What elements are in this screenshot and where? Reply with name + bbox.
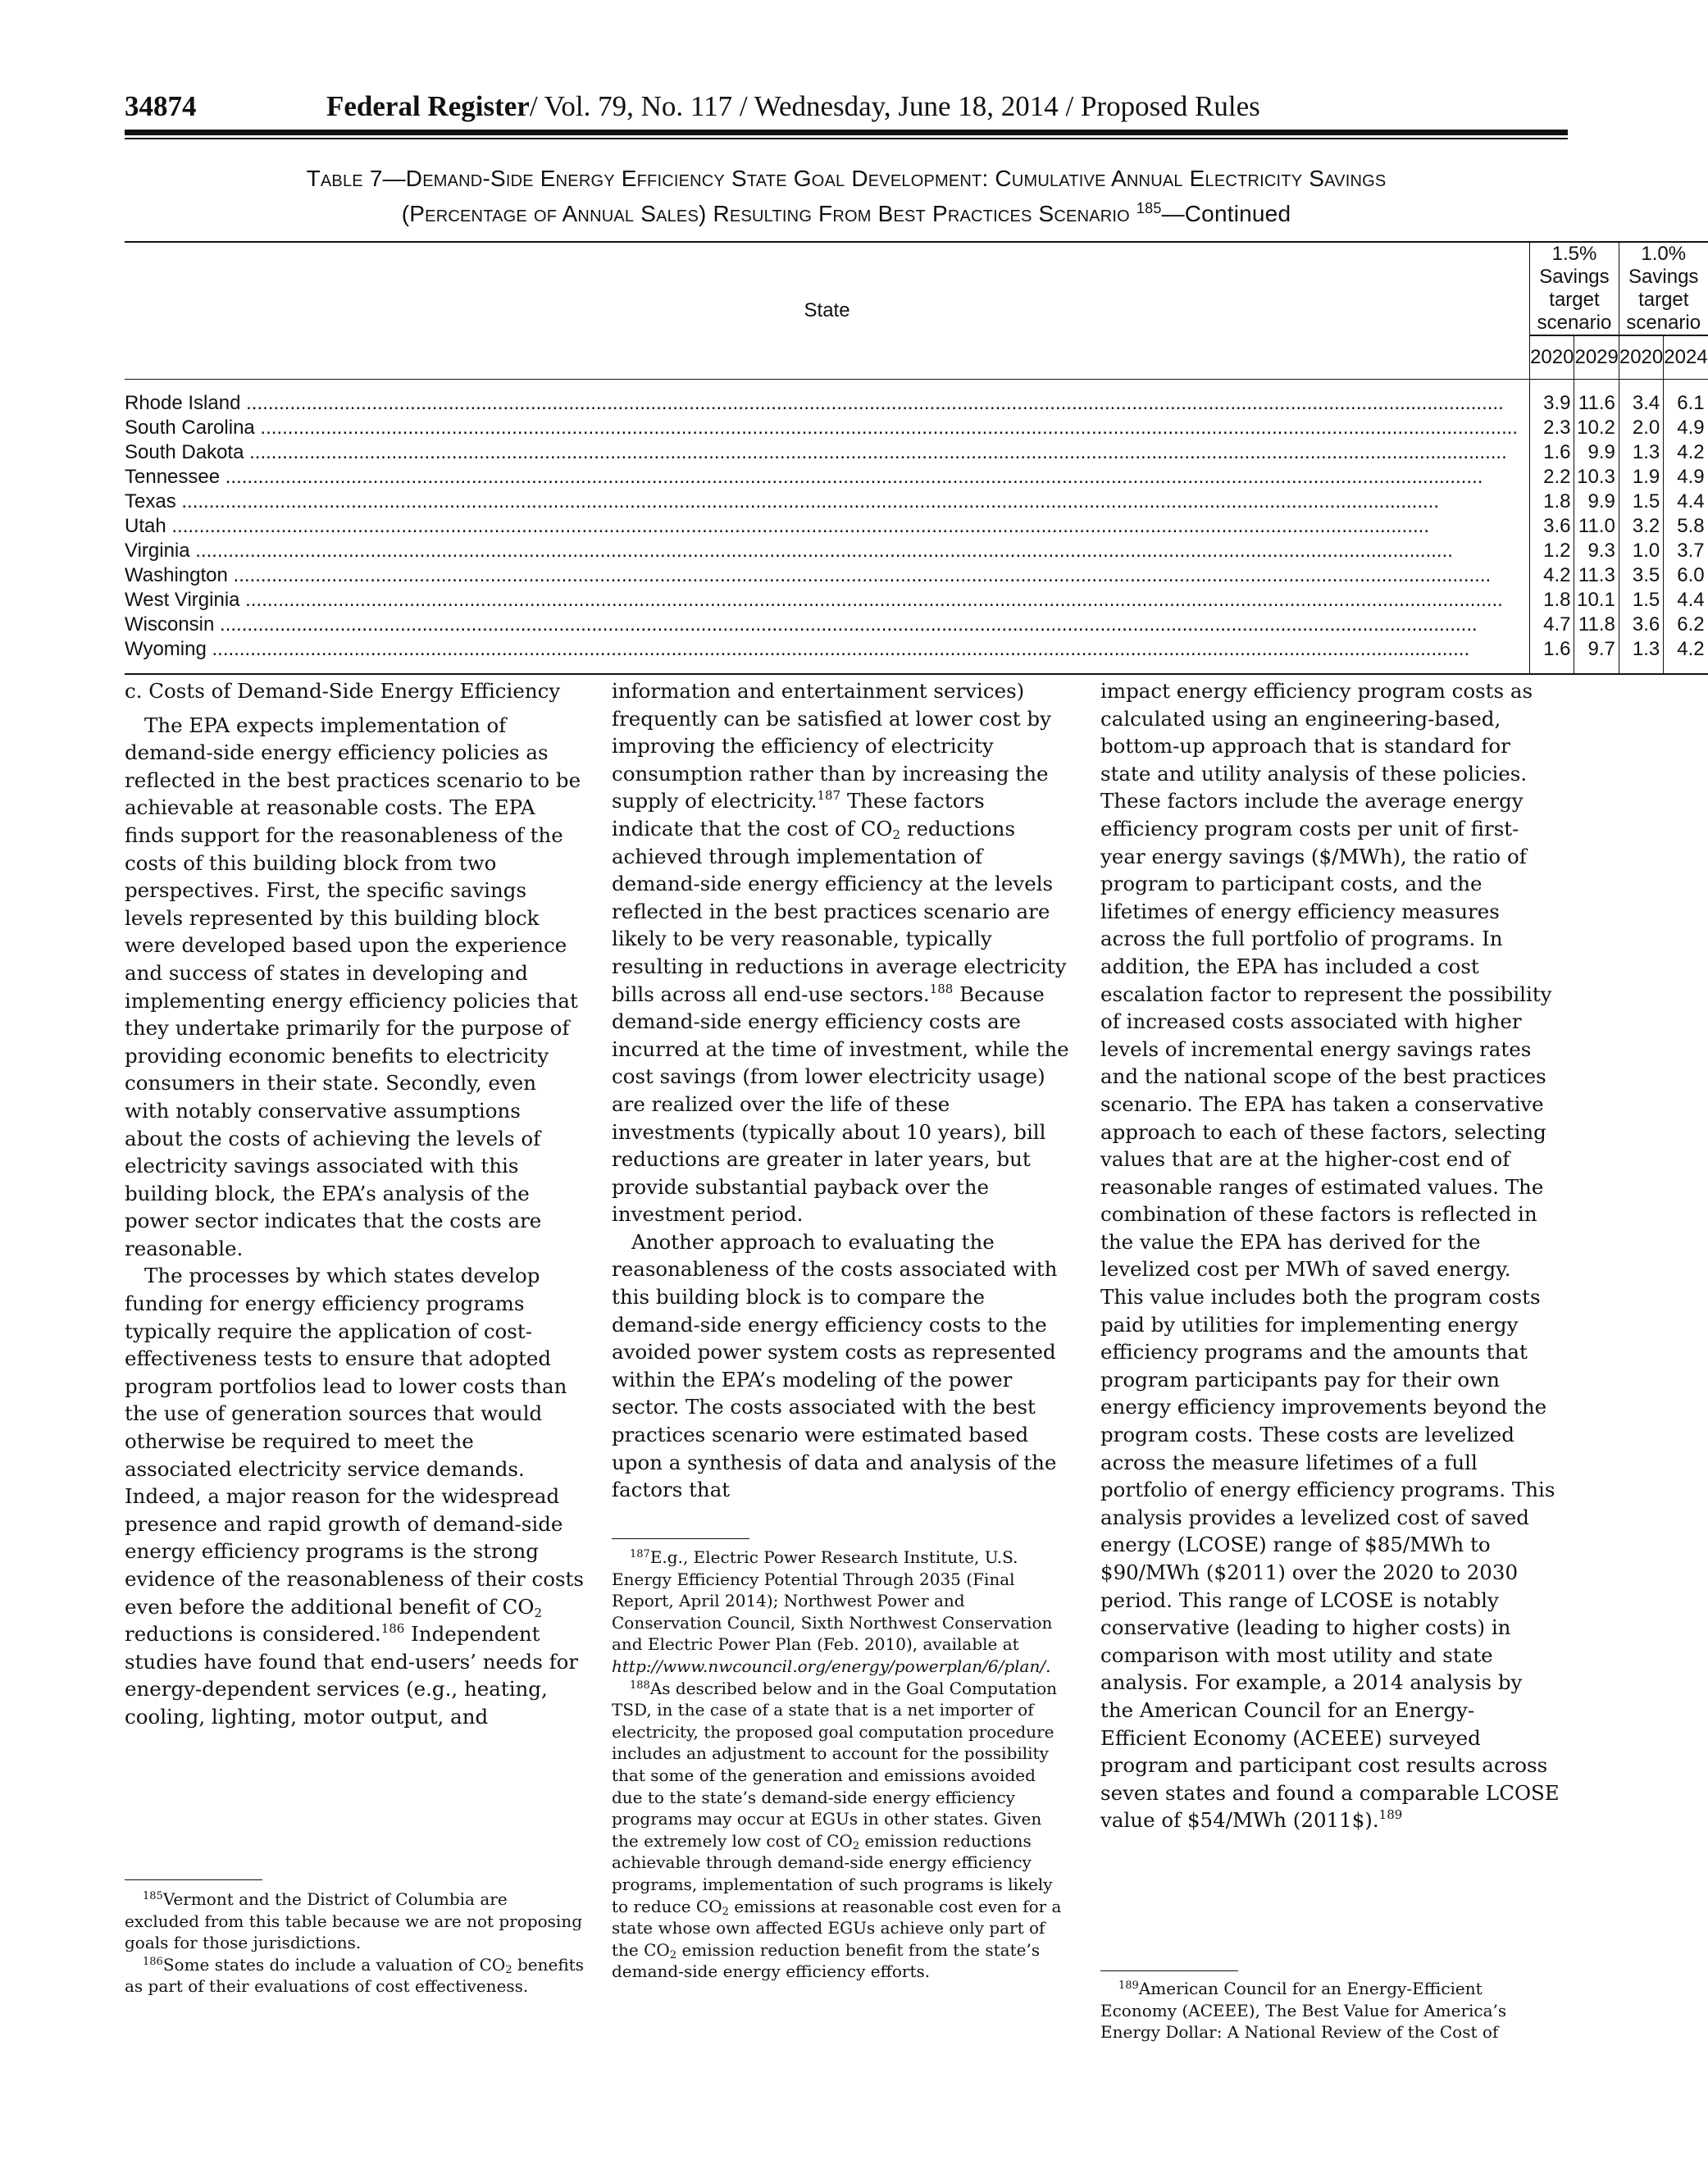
table-cell: 1.3 (1619, 440, 1663, 465)
state-name: Washington ..... (125, 563, 1530, 588)
table-cell: 1.5 (1619, 490, 1663, 514)
table-cell: 1.2 (1530, 539, 1574, 563)
table-cell: 1.6 (1530, 637, 1574, 662)
section-heading: c. Costs of Demand-Side Energy Efficiency (125, 679, 561, 703)
state-name: Utah ..... (125, 514, 1530, 539)
table-cell: 4.9 (1664, 465, 1708, 490)
footnote-number: 188 (630, 1679, 650, 1692)
table-title-line-2: (Percentage of Annual Sales) Resulting From Best Practices Scenario (401, 201, 1130, 226)
footnote-rule (1100, 1970, 1238, 1971)
column-header-year: 2029 (1574, 335, 1619, 380)
table-cell: 10.2 (1574, 416, 1619, 440)
footnote-text: benefits as part of their evaluations of cost effectiveness. (125, 1954, 584, 1997)
table-title-line-1: Table 7—Demand-Side Energy Efficiency State Goal Development: Cumulative Annual Electricity Savings (306, 166, 1387, 191)
table-cell: 4.9 (1664, 416, 1708, 440)
table-row (125, 588, 1708, 613)
footnote-text: E.g., Electric Power Research Institute, U.S. Energy Efficiency Potential Through 2035 (Final Report, April 2014); Northwest Power and Conservation Council, Sixth Northwest Conservation and Electric Power Plan (Feb. 2010), available at (612, 1547, 1053, 1655)
table-title-continued: —Continued (1161, 201, 1291, 226)
column-header-year: 2024 (1664, 335, 1708, 380)
paragraph (1100, 677, 1560, 1834)
footnote-text: As described below and in the Goal Computation TSD, in the case of a state that is a net importer of electricity, the proposed goal computation procedure includes an adjustment to account for the possibility that some of the generation and emissions avoided due to the state’s demand-side energy efficiency programs may occur at EGUs in other states. Given the extremely low cost of CO (612, 1678, 1058, 1851)
table-cell: 3.2 (1619, 514, 1663, 539)
table-cell: 11.0 (1574, 514, 1619, 539)
footnotes-column-2 (612, 1547, 1071, 1983)
table-cell: 3.5 (1619, 563, 1663, 588)
footnotes-column-1 (125, 1888, 584, 1998)
table-row (125, 416, 1708, 440)
footnote (125, 1888, 584, 1954)
table-row (125, 514, 1708, 539)
table-row (125, 613, 1708, 637)
table-row (125, 563, 1708, 588)
text-run: information and entertainment services) frequently can be satisfied at lower cost by improving the efficiency of electricity consumption rather than by increasing the supply of electricity. (612, 679, 1051, 813)
state-name: Wisconsin ..... (125, 613, 1530, 637)
table-cell: 4.4 (1664, 588, 1708, 613)
table-cell: 9.9 (1574, 490, 1619, 514)
footnote-text: emission reductions achievable through demand-side energy efficiency programs, implementation of such programs is likely to reduce CO (612, 1830, 1053, 1916)
table-cell: 1.3 (1619, 637, 1663, 662)
state-name: South Carolina ..... (125, 416, 1530, 440)
subscript: 2 (534, 1605, 542, 1620)
text-run: impact energy efficiency program costs as calculated using an engineering-based, bottom-up approach that is standard for state and utility analysis of these policies. These factors include the average energy efficiency program costs per unit of first-year energy savings ($/MWh), the ratio of program to participant costs, and the lifetimes of energy efficiency measures across the full portfolio of programs. In addition, the EPA has included a cost escalation factor to represent the possibility of increased costs associated with higher levels of incremental energy savings rates and the national scope of the best practices scenario. The EPA has taken a conservative approach to each of these factors, selecting values that are at the higher-cost end of reasonable ranges of estimated values. The combination of these factors is reflected in the value the EPA has derived for the levelized cost per MWh of saved energy. This value includes both the program costs paid by utilities for implementing energy efficiency programs and the amounts that program participants pay for their own energy efficiency improvements beyond the program costs. These costs are levelized across the measure lifetimes of a full portfolio of energy efficiency programs. This analysis provides a levelized cost of saved energy (LCOSE) range of $85/MWh to $90/MWh ($2011) over the 2020 to 2030 period. This range of LCOSE is notably conservative (leading to higher costs) in comparison with most utility and state analysis. For example, a 2014 analysis by the American Council for an Energy-Efficient Economy (ACEEE) surveyed program and participant cost results across seven states and found a comparable LCOSE value of $54/MWh (2011$). (1100, 679, 1560, 1833)
column-header-state: State (125, 242, 1530, 380)
text-run: reductions is considered. (125, 1622, 381, 1647)
table-cell: 9.7 (1574, 637, 1619, 662)
table-cell: 4.4 (1664, 490, 1708, 514)
table-cell: 2.2 (1530, 465, 1574, 490)
footnote (612, 1678, 1071, 1983)
table-cell: 6.0 (1664, 563, 1708, 588)
table-cell: 4.7 (1530, 613, 1574, 637)
subscript: 2 (722, 1905, 729, 1918)
table-cell: 6.2 (1664, 613, 1708, 637)
text-run: reductions achieved through implementation of demand-side energy efficiency at the levels reflected in the best practices scenario are likely to be very reasonable, typically resulting in reductions in average electricity bills across all end-use sectors. (612, 816, 1067, 1006)
paragraph (612, 677, 1071, 1228)
state-name: South Dakota ..... (125, 440, 1530, 465)
footnote-url: http://www.nwcouncil.org/energy/powerplan/6/plan/ (612, 1656, 1046, 1676)
footnote-text: American Council for an Energy-Efficient Economy (ACEEE), The Best Value for America’s Energy Dollar: A National Review of the Cost of (1100, 1979, 1507, 2043)
table-cell: 11.6 (1574, 391, 1619, 416)
table-title (125, 164, 1568, 229)
footnote-ref: 188 (929, 981, 954, 996)
column-group-header-1-5: 1.5% Savings target scenario (1530, 242, 1619, 335)
text-column-3 (1100, 677, 1560, 1834)
table-cell: 1.6 (1530, 440, 1574, 465)
footnote-text: emission reduction benefit from the state’s demand-side energy efficiency efforts. (612, 1939, 1041, 1982)
text-run: Independent studies have found that end-users’ needs for energy-dependent services (e.g., heating, cooling, lighting, motor output, and (125, 1622, 579, 1729)
table-cell: 6.1 (1664, 391, 1708, 416)
table-cell: 4.2 (1530, 563, 1574, 588)
footnote-text: Vermont and the District of Columbia are excluded from this table because we are not proposing goals for those jurisdictions. (125, 1889, 583, 1953)
table-cell: 9.3 (1574, 539, 1619, 563)
text-run: Because demand-side energy efficiency costs are incurred at the time of investment, while the cost savings (from lower electricity usage) are realized over the life of these investments (typically about 10 years), bill reductions are greater in later years, but provide substantial payback over the investment period. (612, 982, 1069, 1227)
subscript: 2 (505, 1963, 512, 1976)
table-cell: 1.9 (1619, 465, 1663, 490)
table-cell: 3.6 (1530, 514, 1574, 539)
page-number: 34874 (125, 90, 197, 122)
header-rule-thin (125, 138, 1568, 139)
paragraph: The EPA expects implementation of demand-side energy efficiency policies as reflected in the best practices scenario to be achievable at reasonable costs. The EPA finds support for the reasonableness of the costs of this building block from two perspectives. First, the specific savings levels represented by this building block were developed based upon the experience and success of states in developing and implementing energy efficiency policies that they undertake primarily for the purpose of providing economic benefits to electricity consumers in their state. Secondly, even with notably conservative assumptions about the costs of achieving the levels of electricity savings associated with this building block, the EPA’s analysis of the power sector indicates that the costs are reasonable. (125, 713, 581, 1260)
table-row (125, 440, 1708, 465)
table-cell: 5.8 (1664, 514, 1708, 539)
table-row (125, 490, 1708, 514)
state-name: Virginia ..... (125, 539, 1530, 563)
table-row (125, 637, 1708, 662)
footnote-number: 185 (143, 1890, 163, 1902)
table-cell: 11.8 (1574, 613, 1619, 637)
paragraph: Another approach to evaluating the reasonableness of the costs associated with this building block is to compare the demand-side energy efficiency costs to the avoided power system costs as represented within the EPA’s modeling of the power sector. The costs associated with the best practices scenario were estimated based upon a synthesis of data and analysis of the factors that (612, 1229, 1058, 1502)
journal-name: Federal Register (326, 90, 530, 122)
subscript: 2 (852, 1839, 860, 1852)
footnote-ref: 187 (817, 788, 841, 804)
text-column-2 (612, 677, 1071, 1504)
text-run: The processes by which states develop funding for energy efficiency programs typically require the application of cost-effectiveness tests to ensure that adopted program portfolios lead to lower costs than the use of generation sources that would otherwise be required to meet the associated electricity service demands. Indeed, a major reason for the widespread presence and rapid growth of demand-side energy efficiency programs is the strong evidence of the reasonableness of their costs even before the additional benefit of CO (125, 1264, 584, 1619)
table-cell: 3.6 (1619, 613, 1663, 637)
table-cell: 1.5 (1619, 588, 1663, 613)
issue-info: / Vol. 79, No. 117 / Wednesday, June 18, 2014 / Proposed Rules (529, 90, 1260, 122)
table-cell: 2.3 (1530, 416, 1574, 440)
column-header-year: 2020 (1530, 335, 1574, 380)
table-row (125, 539, 1708, 563)
footnote-ref: 189 (1378, 1807, 1403, 1823)
table-cell: 10.1 (1574, 588, 1619, 613)
savings-table (125, 241, 1708, 675)
state-name: Texas ..... (125, 490, 1530, 514)
footnote-rule (125, 1879, 262, 1880)
table-row (125, 391, 1708, 416)
table-title-footnote-ref: 185 (1136, 200, 1162, 216)
table-cell: 4.2 (1664, 440, 1708, 465)
table-cell: 1.8 (1530, 588, 1574, 613)
footnote-number: 187 (630, 1548, 650, 1560)
state-name: West Virginia ..... (125, 588, 1530, 613)
state-name: Tennessee ..... (125, 465, 1530, 490)
column-group-header-1-0: 1.0% Savings target scenario (1619, 242, 1707, 335)
table-cell: 1.8 (1530, 490, 1574, 514)
footnote (125, 1954, 584, 1998)
footnote-text: emissions at reasonable cost even for a state whose own affected EGUs achieve only part of the CO (612, 1896, 1062, 1960)
subscript: 2 (669, 1948, 677, 1961)
table-cell: 2.0 (1619, 416, 1663, 440)
table-cell: 3.9 (1530, 391, 1574, 416)
footnote-number: 189 (1118, 1979, 1139, 1992)
table-cell: 4.2 (1664, 637, 1708, 662)
table-cell: 3.7 (1664, 539, 1708, 563)
header-rule-thick (125, 130, 1568, 135)
state-name: Rhode Island ..... (125, 391, 1530, 416)
footnote-text: . (1045, 1656, 1051, 1676)
text-column-1 (125, 677, 584, 1731)
footnote (1100, 1978, 1560, 2043)
state-name: Wyoming ..... (125, 637, 1530, 662)
running-head (326, 89, 1260, 125)
table-cell: 11.3 (1574, 563, 1619, 588)
table-cell: 10.3 (1574, 465, 1619, 490)
footnote (612, 1547, 1071, 1678)
footnote-rule (612, 1538, 749, 1539)
page-header (125, 89, 1568, 125)
subscript: 2 (892, 827, 901, 842)
table-row (125, 465, 1708, 490)
footnote-number: 186 (143, 1955, 163, 1968)
footnote-ref: 186 (380, 1621, 405, 1637)
text-run: These factors indicate that the cost of CO (612, 789, 985, 840)
footnotes-column-3 (1100, 1978, 1560, 2043)
footnote-text: Some states do include a valuation of CO (162, 1954, 506, 1975)
column-header-year: 2020 (1619, 335, 1663, 380)
paragraph (125, 1262, 584, 1730)
table-cell: 9.9 (1574, 440, 1619, 465)
table-cell: 1.0 (1619, 539, 1663, 563)
table-cell: 3.4 (1619, 391, 1663, 416)
